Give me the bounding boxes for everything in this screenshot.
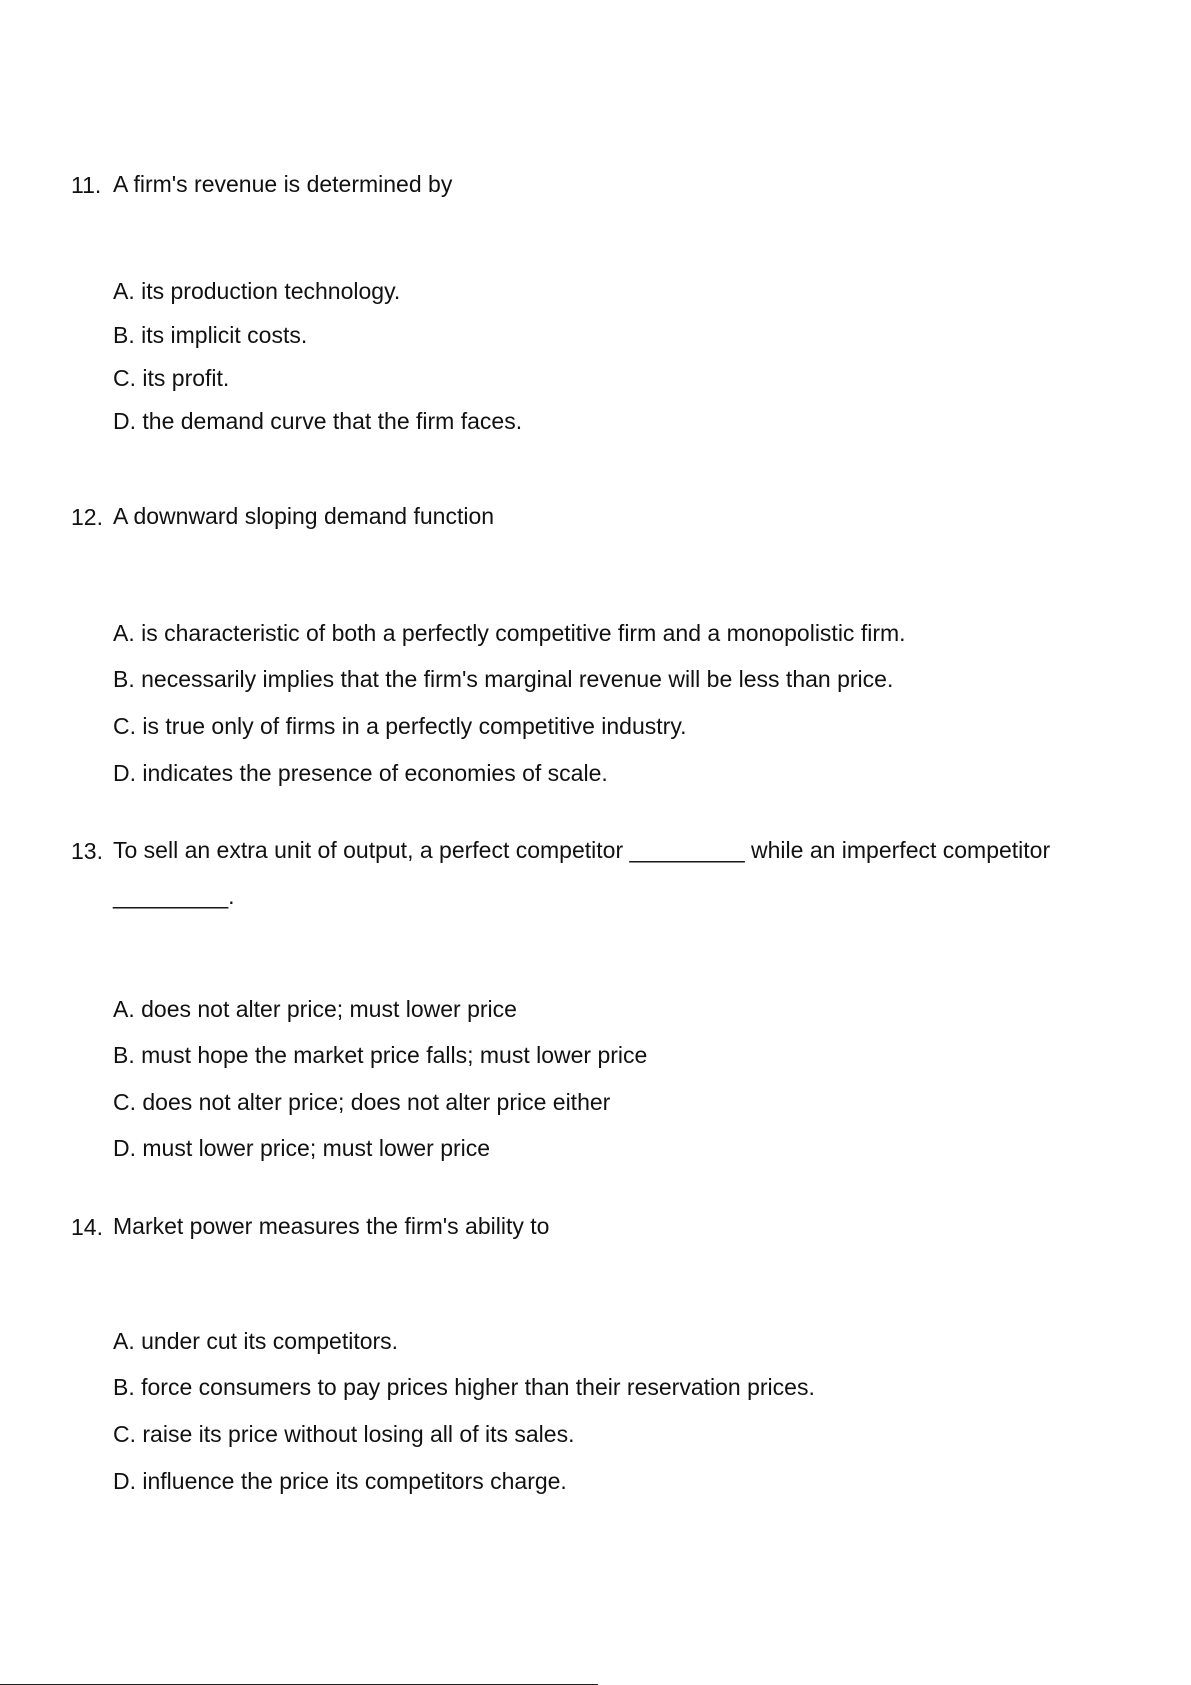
option-letter: B. xyxy=(113,666,135,692)
question-11 xyxy=(71,171,1151,434)
option-letter: C. xyxy=(113,365,136,391)
option-a xyxy=(113,996,517,1024)
option-letter: C. xyxy=(113,1089,136,1115)
option-text: does not alter price; must lower price xyxy=(141,996,517,1022)
option-b xyxy=(113,1042,647,1070)
question-stem: A firm's revenue is determined by xyxy=(113,171,453,197)
question-stem: To sell an extra unit of output, a perfect competitor _________ while an imperfect competitor _________. xyxy=(113,837,1051,909)
option-letter: D. xyxy=(113,1135,136,1161)
question-13 xyxy=(71,837,1151,1161)
option-b xyxy=(113,1374,815,1402)
option-text: necessarily implies that the firm's marginal revenue will be less than price. xyxy=(141,666,894,692)
option-letter: B. xyxy=(113,322,135,348)
option-d xyxy=(113,1468,567,1496)
option-d xyxy=(113,760,608,788)
option-text: its implicit costs. xyxy=(141,322,308,348)
option-letter: A. xyxy=(113,620,135,646)
option-a xyxy=(113,278,400,306)
option-letter: A. xyxy=(113,996,135,1022)
option-letter: D. xyxy=(113,408,136,434)
option-text: under cut its competitors. xyxy=(141,1328,399,1354)
option-text: must lower price; must lower price xyxy=(142,1135,491,1161)
option-text: raise its price without losing all of its sales. xyxy=(142,1421,575,1447)
option-text: indicates the presence of economies of scale. xyxy=(142,760,608,786)
option-b xyxy=(113,666,893,694)
option-text: influence the price its competitors charge. xyxy=(142,1468,567,1494)
option-text: must hope the market price falls; must lower price xyxy=(141,1042,648,1068)
question-number: 12. xyxy=(71,504,103,530)
option-letter: D. xyxy=(113,1468,136,1494)
option-text: does not alter price; does not alter price either xyxy=(142,1089,611,1115)
option-d xyxy=(113,408,522,436)
question-14 xyxy=(71,1213,1151,1494)
option-c xyxy=(113,365,229,393)
option-letter: C. xyxy=(113,713,136,739)
option-text: its profit. xyxy=(142,365,230,391)
question-12 xyxy=(71,503,1151,786)
option-c xyxy=(113,1089,610,1117)
option-text: the demand curve that the firm faces. xyxy=(142,408,523,434)
option-b xyxy=(113,322,307,350)
option-d xyxy=(113,1135,490,1163)
option-text: its production technology. xyxy=(141,278,401,304)
option-text: is characteristic of both a perfectly competitive firm and a monopolistic firm. xyxy=(141,620,906,646)
option-letter: B. xyxy=(113,1374,135,1400)
question-number: 13. xyxy=(71,838,103,864)
option-text: force consumers to pay prices higher than their reservation prices. xyxy=(141,1374,815,1400)
question-stem: Market power measures the firm's ability to xyxy=(113,1213,550,1239)
option-letter: A. xyxy=(113,278,135,304)
option-c xyxy=(113,1421,574,1449)
question-number: 14. xyxy=(71,1214,103,1240)
question-number: 11. xyxy=(71,172,102,198)
option-letter: C. xyxy=(113,1421,136,1447)
option-letter: D. xyxy=(113,760,136,786)
option-a xyxy=(113,1328,398,1356)
question-stem: A downward sloping demand function xyxy=(113,503,495,529)
option-letter: B. xyxy=(113,1042,135,1068)
option-text: is true only of firms in a perfectly competitive industry. xyxy=(142,713,687,739)
option-c xyxy=(113,713,687,741)
option-a xyxy=(113,620,906,648)
option-letter: A. xyxy=(113,1328,135,1354)
